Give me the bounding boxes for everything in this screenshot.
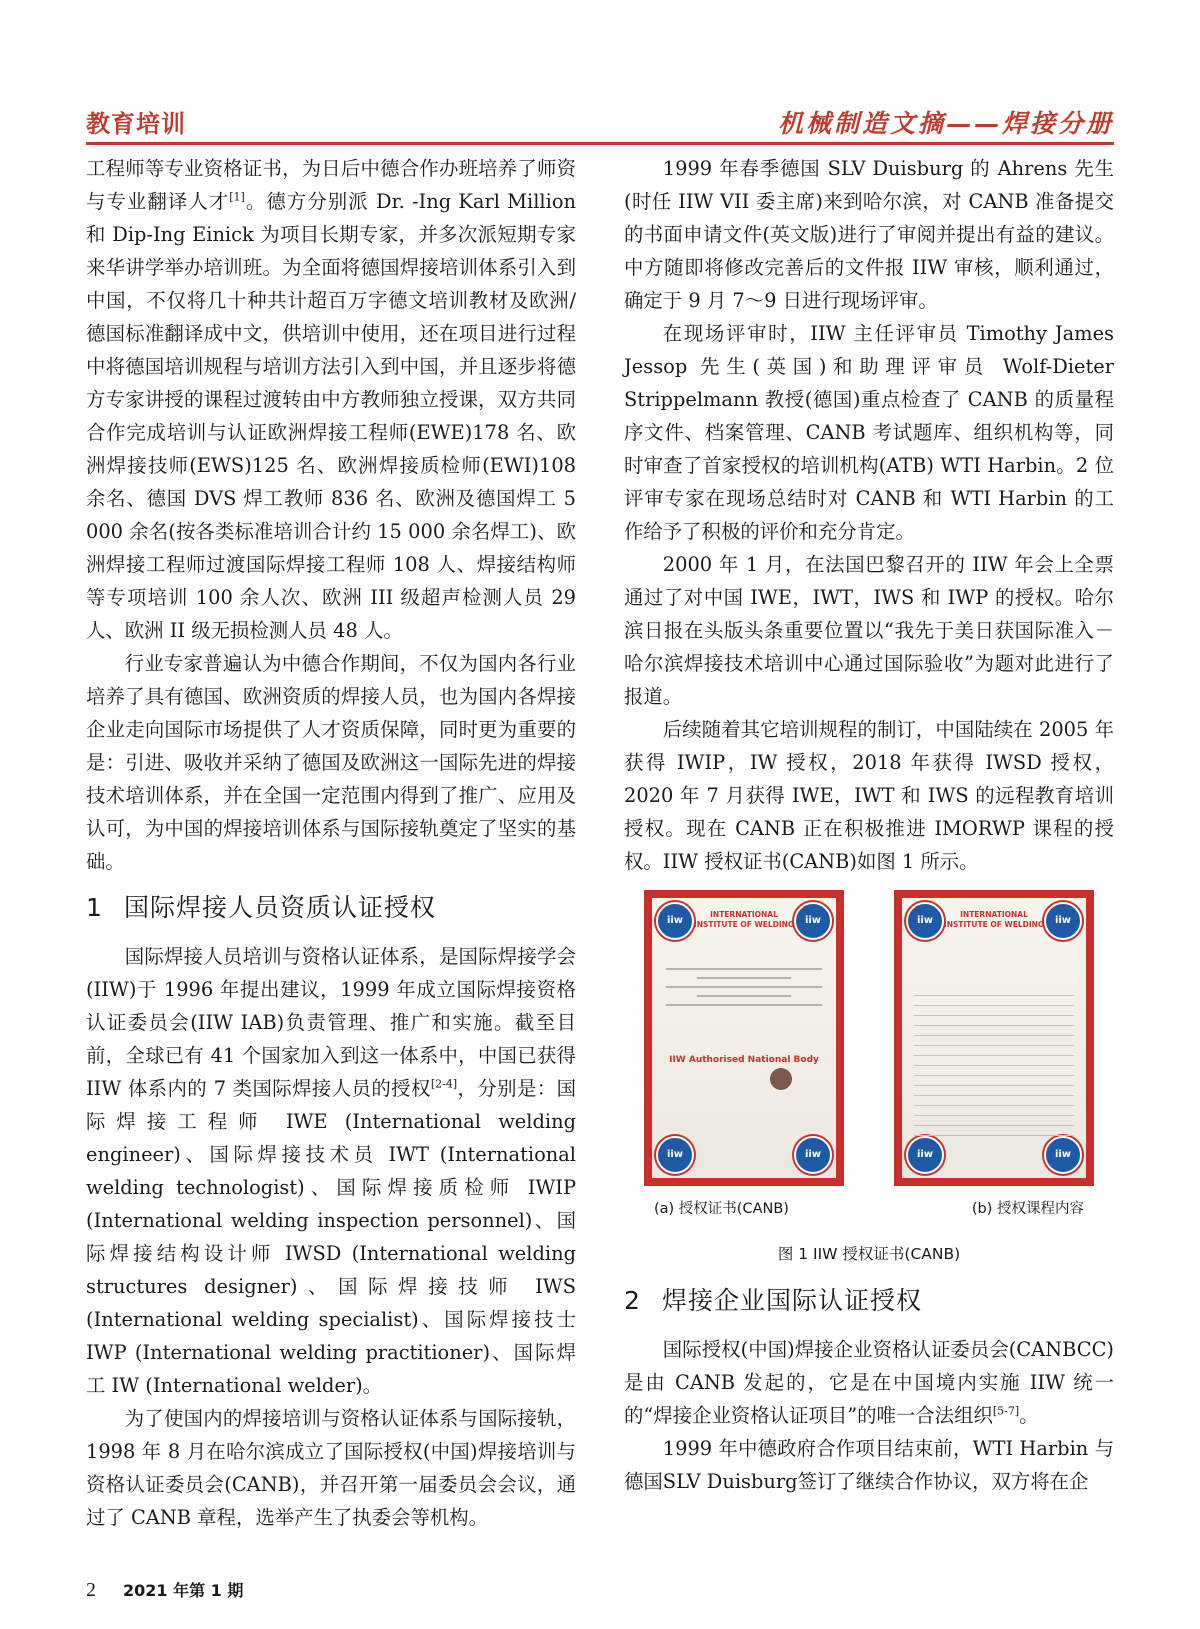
figure-1 bbox=[624, 890, 1114, 1271]
certificate-images bbox=[624, 890, 1114, 1186]
certificate-paper bbox=[902, 898, 1086, 1178]
section-number: 2 bbox=[624, 1286, 641, 1315]
paragraph-text: 国际授权(中国)焊接企业资格认证委员会(CANBCC)是由 CANB 发起的，它是在中国境内实施 IIW 统一的“焊接企业资格认证项目”的唯一合法组织 bbox=[624, 1338, 1114, 1427]
iiw-logo-icon: iiw bbox=[794, 902, 832, 940]
paragraph bbox=[86, 940, 576, 1402]
certificate-award-text: IIW Authorised National Body bbox=[669, 1055, 819, 1065]
certificate-image-a bbox=[644, 890, 844, 1186]
subcaption-b: (b) 授权课程内容 bbox=[971, 1201, 1084, 1217]
issue-label: 2021 年第 1 期 bbox=[123, 1581, 244, 1600]
iiw-logo-icon: iiw bbox=[656, 1136, 694, 1174]
paragraph-text: 。德方分别派 Dr. -Ing Karl Million 和 Dip-Ing Einick 为项目长期专家，并多次派短期专家来华讲学举办培训班。为全面将德国焊接培训体系引入到中国，不仅将几十种共计超百万字德文培训教材及欧洲/德国标准翻译成中文，供培训中使用，还在项目进行过程中将德国培训规程与培训方法引入到中国，并且逐步将德方专家讲授的课程过渡转由中方教师独立授课，双方共同合作完成培训与认证欧洲焊接工程师(EWE)178 名、欧洲焊接技师(EWS)125 名、欧洲焊接质检师(EWI)108 余名、德国 DVS 焊工教师 836 名、欧洲及德国焊工 5 000 余名(按各类标准培训合计约 15 000 余名焊工)、欧洲焊接工程师过渡国际焊接工程师 108 人、焊接结构师等专项培训 100 余人次、欧洲 III 级超声检测人员 29 人、欧洲 II 级无损检测人员 48 人。 bbox=[86, 190, 576, 642]
subcaption-a: (a) 授权证书(CANB) bbox=[654, 1201, 789, 1217]
certificate-heading: INTERNATIONAL INSTITUTE OF WELDING bbox=[693, 910, 795, 929]
paragraph bbox=[86, 152, 576, 647]
paragraph: 在现场评审时，IIW 主任评审员 Timothy James Jessop 先生(英国)和助理评审员 Wolf-Dieter Strippelmann 教授(德国)重点检查了 CANB 的质量程序文件、档案管理、CANB 考试题库、组织机构等，同时审查了首家授权的培训机构(ATB) WTI Harbin。2 位评审专家在现场总结时对 CANB 和 WTI Harbin 的工作给予了积极的评价和充分肯定。 bbox=[624, 322, 1114, 543]
iiw-logo-icon: iiw bbox=[794, 1136, 832, 1174]
journal-section-label: 教育培训 bbox=[86, 110, 186, 138]
citation-ref: [2-4] bbox=[430, 1077, 458, 1091]
header-divider bbox=[86, 142, 1114, 145]
figure-caption: 图 1 IIW 授权证书(CANB) bbox=[777, 1245, 961, 1263]
schedule-table bbox=[914, 986, 1074, 1136]
paragraph: 行业专家普遍认为中德合作期间，不仅为国内各行业培养了具有德国、欧洲资质的焊接人员，也为国内各焊接企业走向国际市场提供了人才资质保障，同时更为重要的是：引进、吸收并采纳了德国及欧洲这一国际先进的焊接技术培训体系，并在全国一定范围内得到了推广、应用及认可，为中国的焊接培训体系与国际接轨奠定了坚实的基础。 bbox=[86, 652, 576, 873]
paragraph-text: 国际焊接人员培训与资格认证体系，是国际焊接学会(IIW)于 1996 年提出建议，1999 年成立国际焊接资格认证委员会(IIW IAB)负责管理、推广和实施。截至目前，全球已有 41 个国家加入到这一体系中，中国已获得 IIW 体系内的 7 类国际焊接人员的授权 bbox=[86, 945, 576, 1100]
seal-icon bbox=[770, 1068, 792, 1090]
paragraph: 后续随着其它培训规程的制订，中国陆续在 2005 年获得 IWIP，IW 授权，2018 年获得 IWSD 授权，2020 年 7 月获得 IWE，IWT 和 IWS 的远程教育培训授权。现在 CANB 正在积极推进 IMORWP 课程的授权。IIW 授权证书(CANB)如图 1 所示。 bbox=[624, 718, 1114, 873]
certificate-text-lines bbox=[666, 968, 822, 1013]
subfigure-captions bbox=[624, 1198, 1114, 1220]
certificate-image-b bbox=[894, 890, 1094, 1186]
iiw-logo-icon: iiw bbox=[656, 902, 694, 940]
iiw-logo-icon: iiw bbox=[906, 902, 944, 940]
left-column bbox=[86, 152, 576, 1534]
paragraph: 为了使国内的焊接培训与资格认证体系与国际接轨，1998 年 8 月在哈尔滨成立了国际授权(中国)焊接培训与资格认证委员会(CANB)，并召开第一届委员会会议，通过了 CANB 章程，选举产生了执委会等机构。 bbox=[86, 1407, 576, 1529]
journal-title: 机械制造文摘——焊接分册 bbox=[777, 109, 1114, 138]
section-heading bbox=[624, 1283, 1114, 1319]
paragraph: 1999 年春季德国 SLV Duisburg 的 Ahrens 先生(时任 IIW VII 委主席)来到哈尔滨，对 CANB 准备提交的书面申请文件(英文版)进行了审阅并提出有益的建议。中方随即将修改完善后的文件报 IIW 审核，顺利通过，确定于 9 月 7～9 日进行现场评审。 bbox=[624, 157, 1114, 312]
right-column bbox=[624, 152, 1114, 1498]
iiw-logo-icon: iiw bbox=[906, 1136, 944, 1174]
paragraph-text: ，分别是：国际焊接工程师 IWE (International welding engineer)、国际焊接技术员 IWT (International welding technologist)、国际焊接质检师 IWIP (International welding inspection personnel)、国际焊接结构设计师 IWSD (International welding structures designer)、国际焊接技师 IWS (International welding specialist)、国际焊接技士 IWP (International welding practitioner)、国际焊工 IW (International welder)。 bbox=[86, 1077, 577, 1397]
page-number: 2 bbox=[86, 1579, 96, 1601]
certificate-paper bbox=[652, 898, 836, 1178]
citation-ref: [1] bbox=[229, 190, 245, 204]
page-footer bbox=[86, 1578, 243, 1602]
section-title: 国际焊接人员资质认证授权 bbox=[124, 893, 437, 922]
section-title: 焊接企业国际认证授权 bbox=[662, 1286, 923, 1315]
iiw-logo-icon: iiw bbox=[1044, 902, 1082, 940]
paragraph-text: 。 bbox=[1019, 1404, 1039, 1427]
iiw-logo-icon: iiw bbox=[1044, 1136, 1082, 1174]
certificate-heading: INTERNATIONAL INSTITUTE OF WELDING bbox=[943, 910, 1045, 929]
section-heading bbox=[86, 890, 576, 926]
paragraph-text: 工程师等专业资格证书，为日后中德合作办班培养了师资与专业翻译人才 bbox=[86, 157, 576, 213]
paragraph: 1999 年中德政府合作项目结束前，WTI Harbin 与德国SLV Duisburg签订了继续合作协议，双方将在企 bbox=[624, 1437, 1114, 1493]
paragraph: 2000 年 1 月，在法国巴黎召开的 IIW 年会上全票通过了对中国 IWE，IWT，IWS 和 IWP 的授权。哈尔滨日报在头版头条重要位置以“我先于美日获国际准入－哈尔滨焊接技术培训中心通过国际验收”为题对此进行了报道。 bbox=[624, 553, 1114, 708]
citation-ref: [5-7] bbox=[992, 1404, 1020, 1418]
section-number: 1 bbox=[86, 893, 103, 922]
paragraph bbox=[624, 1333, 1114, 1432]
